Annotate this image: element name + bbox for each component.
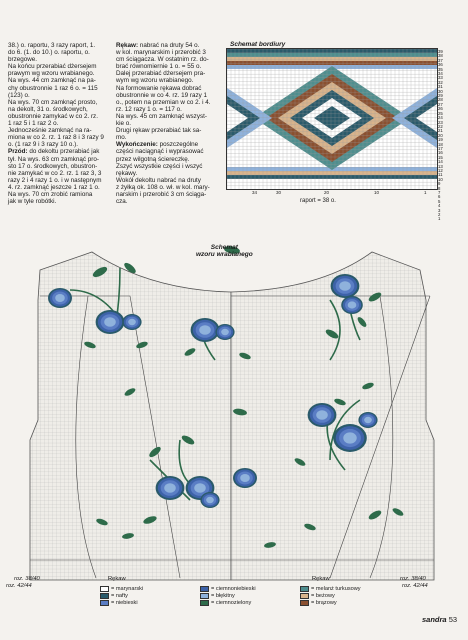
instruction-line: cm ściągacza. W ostatnim rz. do- [116,56,209,64]
instruction-line: 4. rz. zamknąć jeszcze 1 raz 1 o. [8,183,100,191]
row-number: 3 [438,207,441,213]
instruction-line: Jednocześnie zamknąć na ra- [8,127,92,135]
instruction-line: przez wilgotną ściereczkę. [116,155,190,163]
row-number: 19 [438,137,443,143]
instruction-line: tył. Na wys. 63 cm zamknąć pro- [8,155,99,163]
instruction-line: Zszyć wszystkie części i wszyć [116,162,203,170]
instruction-line: Przód: do dekoltu przerabiać jak [8,148,100,156]
legend-swatch [100,593,109,599]
legend-swatch [100,600,109,606]
sleeve-label-right: Rękaw [312,576,330,582]
instruction-line: Na końcu przerabiać dżersejem [8,63,97,71]
row-number: 26 [438,106,443,112]
row-number: 25 [438,110,443,116]
instruction-line: rękawy. [116,169,138,177]
instruction-line: prawym wg wzoru wrabianego. [8,70,95,78]
instruction-line: narskim i przerobić 3 cm ściąga- [116,190,207,198]
instruction-line: na dekolt, 31 o. środkowych, [8,105,88,113]
instruction-line: Na formowanie rękawa dobrać [116,84,202,92]
instruction-line: o. (1 raz 9 i 3 razy 10 o.). [8,141,78,149]
row-number: 18 [438,141,443,147]
instruction-line: chy obustronnie 1 raz 6 o. = 115 [8,84,98,92]
page-number: 53 [448,615,458,624]
instruction-line: rz. 12 razy 1 o. = 117 o. [116,105,182,113]
instruction-line: Wykończenie: poszczególne [116,141,199,149]
row-number: 5 [438,198,441,204]
main-chart-title [196,244,253,258]
legend-label: = ciemnozielony [211,600,252,606]
row-number: 4 [438,203,441,209]
row-number: 16 [438,150,443,156]
instruction-line: nie zamykać w co 2. rz. 1 raz 3, 3 [8,169,102,177]
instruction-line: brać równomiernie 1 o. = 55 o. [116,63,202,71]
sleeve-label-left: Rękaw [108,576,126,582]
instruction-line: Drugi rękaw przerabiać tak sa- [116,127,202,135]
instruction-line: obustronnie w co 4. rz. 19 razy 1 [116,91,208,99]
instruction-line: miona w co 2. rz. 1 raz 8 i 3 razy 9 [8,134,104,142]
legend-item [300,600,337,606]
legend-item [200,593,235,599]
row-number: 11 [438,172,443,178]
row-number: 15 [438,154,443,160]
instruction-line: Na wys. 45 cm zamknąć wszyst- [116,112,207,120]
row-number: 35 [438,66,443,72]
legend-label: = marynarski [111,586,144,592]
size-label-right-2: roz. 42/44 [402,583,428,589]
row-number: 13 [438,163,443,169]
legend-item [300,593,335,599]
row-number: 20 [438,132,443,138]
instruction-line: części naciągnąć i wyprasować [116,148,204,156]
row-number: 14 [438,159,443,165]
legend-swatch [200,593,209,599]
row-number: 7 [438,190,441,195]
row-number: 39 [438,49,443,54]
instruction-line: Na wys. 70 cm zrobić ramiona [8,190,93,198]
instruction-line: sto 17 o. środkowych, obustron- [8,162,98,170]
legend-item [200,600,251,606]
row-number: 1 [438,216,441,222]
legend-swatch [300,600,309,606]
raport-label: raport = 38 o. [300,198,336,204]
row-number: 12 [438,167,443,173]
row-number: 32 [438,79,443,85]
instruction-line: w kol. marynarskim i przerobić 3 [116,49,206,57]
legend-swatch [300,586,309,592]
border-col-number: 10 [374,190,380,195]
instruction-line: o., potem na przemian w co 2. i 4. [116,98,211,106]
row-number: 22 [438,123,443,129]
main-chart-title-line1: Schemat [210,244,238,251]
instruction-line: wym wg wzoru wrabianego. [116,77,194,85]
row-number: 9 [438,181,441,187]
row-number: 36 [438,62,443,68]
row-number: 34 [438,71,443,77]
legend-label: = melanż turkusowy [311,586,361,592]
instruction-line: 38.) o. raportu, 3 razy raport, 1. [8,42,96,49]
legend-swatch [300,593,309,599]
legend-label: = nafty [111,593,128,599]
instruction-line: obustronnie zamykać w co 2. rz. [8,112,98,120]
row-number: 21 [438,128,443,134]
legend-swatch [200,586,209,592]
main-chart-title-line2: wzoru wrabianego [196,251,253,258]
legend-item [100,586,143,592]
legend-item [100,600,138,606]
instruction-line: mo. [116,134,127,142]
row-number: 8 [438,185,441,191]
instruction-line: razy 2 i 4 razy 1 o. i w następnym [8,176,102,184]
row-number: 10 [438,176,443,182]
border-col-number: 1 [424,190,427,195]
row-number: 24 [438,115,443,121]
legend-item [200,586,256,592]
instruction-line: brzegowe. [8,56,38,64]
size-label-left-2: roz. 42/44 [6,583,32,589]
instruction-line: Dalej przerabiać dżersejem pra- [116,70,206,78]
row-number: 29 [438,93,443,99]
row-number: 30 [438,88,443,94]
instruction-line: cza. [116,198,128,206]
border-col-number: 30 [276,190,282,195]
legend-label: = niebieski [111,600,138,606]
instruction-line: (123) o. [8,91,30,99]
legend-swatch [200,600,209,606]
instruction-line: 1 raz 5 i 1 raz 2 o. [8,120,59,128]
row-number: 6 [438,194,441,200]
instruction-line: Rękaw: nabrać na druty 54 o. [116,42,200,49]
row-number: 38 [438,53,443,59]
row-number: 31 [438,84,443,90]
legend-item [300,586,361,592]
legend-swatch [100,586,109,592]
size-label-left-1: roz. 38/40 [14,576,40,582]
legend-item [100,593,128,599]
row-number: 23 [438,119,443,125]
legend-label: = ciemnoniebieski [211,586,256,592]
instruction-line: do 6. (1. do 10.) o. raportu, o. [8,49,90,57]
instruction-line: Na wys. 70 cm zamknąć prosto, [8,98,98,106]
magazine-brand: sandra [422,615,447,624]
border-col-number: 20 [324,190,330,195]
border-chart-title: Schemat bordiury [230,41,286,48]
page-footer [422,615,457,624]
border-col-number: 34 [252,190,258,195]
instruction-line: Na wys. 44 cm zamknąć na pa- [8,77,96,85]
row-number: 28 [438,97,443,103]
row-number: 17 [438,145,443,151]
instruction-line: z żyłką ok. 108 o. wł. w kol. mary- [116,183,210,191]
legend-label: = brązowy [311,600,337,606]
row-number: 2 [438,212,441,218]
row-number: 37 [438,57,443,63]
instruction-line: jak w tyle robótki. [8,198,57,206]
instruction-line: kie o. [116,120,132,128]
legend-label: = błękitny [211,593,235,599]
instruction-line: Wokół dekoltu nabrać na druty [116,176,201,184]
legend-label: = beżowy [311,593,335,599]
row-number: 33 [438,75,443,81]
size-label-right-1: roz. 38/40 [400,576,426,582]
row-number: 27 [438,101,443,107]
